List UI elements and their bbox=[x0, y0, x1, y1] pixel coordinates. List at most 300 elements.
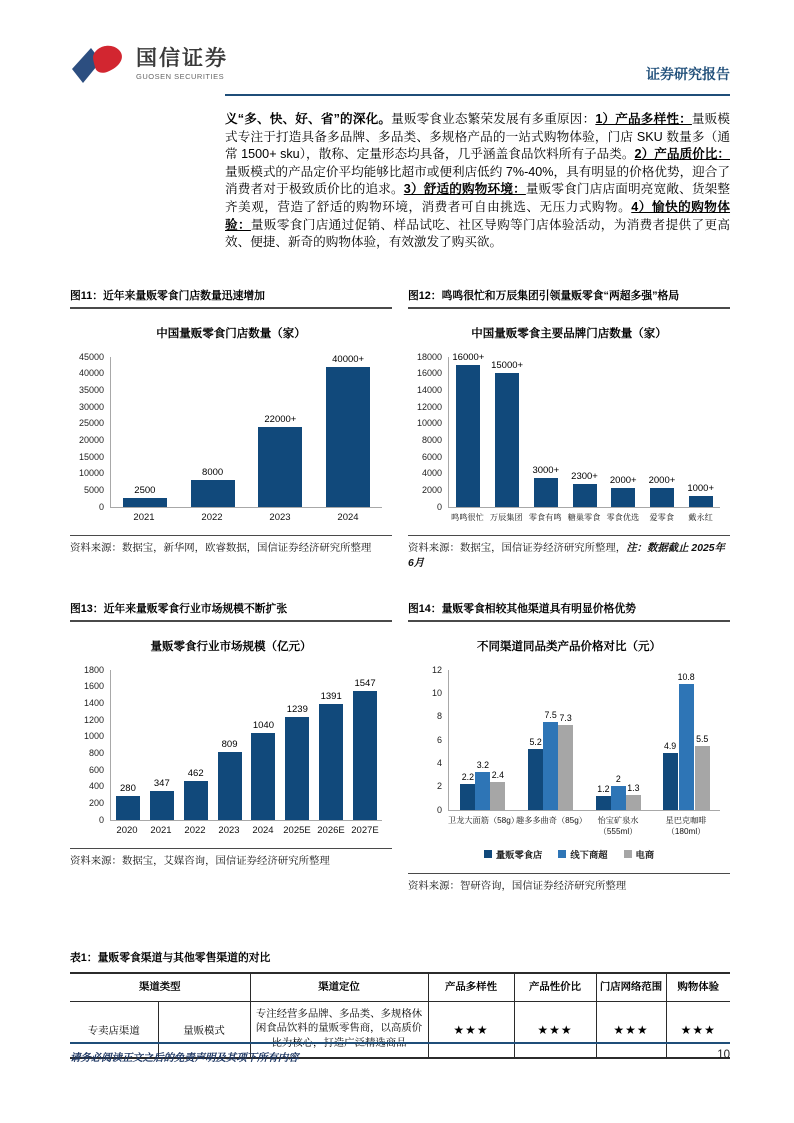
y-tick-label: 10000 bbox=[78, 468, 104, 479]
category-slot bbox=[179, 467, 247, 507]
body-paragraph bbox=[225, 111, 730, 252]
bar-value-label: 16000+ bbox=[452, 352, 485, 364]
y-tick-label: 600 bbox=[88, 764, 104, 775]
bar-value-label: 462 bbox=[187, 768, 204, 780]
bar-column bbox=[319, 691, 343, 820]
bar-group bbox=[452, 352, 484, 507]
category-label: 2026E bbox=[317, 824, 345, 836]
bar-value-label: 7.3 bbox=[559, 712, 572, 723]
channel-position-cell: 专注经营多品牌、多品类、多规格休闲食品饮料的量贩零售商，以高质价比为核心，打造广泛精选商品 bbox=[250, 1001, 428, 1058]
bar bbox=[475, 772, 490, 809]
category-label: 星巴克咖啡（180ml） bbox=[665, 815, 707, 836]
bar-value-label: 3000+ bbox=[532, 464, 560, 476]
bar-value-label: 4.9 bbox=[663, 740, 677, 751]
category-label: 爱零食 bbox=[649, 512, 675, 522]
bar bbox=[456, 365, 480, 507]
bar bbox=[123, 498, 167, 506]
category-label: 鸣鸣很忙 bbox=[451, 512, 484, 522]
bar bbox=[326, 367, 370, 507]
bar bbox=[528, 749, 543, 810]
figure-13 bbox=[70, 601, 392, 869]
bar-group bbox=[596, 774, 641, 809]
plot-area bbox=[110, 670, 382, 821]
bar-value-label: 5.2 bbox=[529, 737, 542, 748]
bar-column bbox=[663, 741, 678, 810]
y-tick-label: 200 bbox=[88, 798, 104, 809]
bars bbox=[111, 678, 382, 820]
bar-value-label: 10.8 bbox=[677, 671, 695, 682]
category-labels bbox=[448, 508, 720, 523]
paragraph-segment: 量贩模式的产品定价平均能够比超市或便利店低约 7%-40%，具有明显的价格优势，迎合了消费者对于极致质价比的追求。 bbox=[225, 164, 730, 197]
plot-area bbox=[448, 670, 720, 811]
bar-group bbox=[123, 485, 167, 506]
y-axis bbox=[410, 664, 448, 815]
bar bbox=[558, 725, 573, 810]
bar bbox=[534, 478, 558, 507]
bar-column bbox=[695, 734, 710, 810]
figure-caption: 图12：鸣鸣很忙和万辰集团引领量贩零食“两超多强”格局 bbox=[408, 288, 730, 309]
y-tick-label: 800 bbox=[88, 748, 104, 759]
bar-chart-brand-stores bbox=[408, 325, 730, 523]
bar-column bbox=[528, 737, 543, 810]
bar-group bbox=[353, 678, 377, 820]
table-header-row bbox=[70, 973, 730, 1002]
bar-value-label: 1547 bbox=[354, 677, 376, 689]
category-slot bbox=[681, 483, 720, 507]
paragraph-segment: 量贩模式专注于打造具备多品牌、多品类、多规格产品的一站式购物体验，门店 SKU 数量多（通常 1500+ sku），散称、定量形态均具备，几乎涵盖食品饮料所有子品类。 bbox=[225, 112, 730, 162]
grouped-bar-chart-price-compare bbox=[408, 638, 730, 861]
bar-column bbox=[285, 704, 309, 820]
bar-column bbox=[543, 710, 558, 810]
bar bbox=[695, 746, 710, 810]
category-label: 2027E bbox=[351, 824, 379, 836]
x-axis-spacer bbox=[410, 811, 448, 837]
y-tick-label: 6 bbox=[436, 734, 442, 745]
source-text: 资料来源：数据宝，国信证券经济研究所整理， bbox=[408, 542, 627, 554]
paragraph-segment: 量贩零食业态繁荣发展有多重原因： bbox=[391, 112, 596, 126]
figure-caption: 图13：近年来量贩零食行业市场规模不断扩张 bbox=[70, 601, 392, 622]
bar-column bbox=[558, 713, 573, 810]
category-slot bbox=[488, 360, 527, 506]
figure-source bbox=[70, 848, 392, 869]
page-footer bbox=[70, 1042, 730, 1064]
y-tick-label: 400 bbox=[88, 781, 104, 792]
source-text: 资料来源：数据宝，新华网，欧睿数据，国信证券经济研究所整理 bbox=[70, 542, 372, 554]
chart-plot bbox=[70, 351, 392, 512]
bar-value-label: 7.5 bbox=[544, 710, 557, 721]
bar-value-label: 1239 bbox=[286, 703, 308, 715]
category-label: 趣多多曲奇（85g） bbox=[516, 815, 587, 825]
column-header: 产品性价比 bbox=[514, 973, 596, 1002]
paragraph-segment: 3）舒适的购物环境： bbox=[403, 182, 526, 197]
bar-column bbox=[184, 768, 208, 820]
y-axis bbox=[72, 351, 110, 512]
category-label: 2021 bbox=[150, 824, 172, 836]
x-axis bbox=[408, 508, 730, 523]
rating-cell: ★★★ bbox=[428, 1001, 514, 1058]
bar-group bbox=[649, 475, 676, 507]
bar-group bbox=[251, 720, 275, 820]
y-tick-label: 35000 bbox=[78, 385, 104, 396]
category-label: 2024 bbox=[337, 511, 359, 523]
bar-group bbox=[571, 471, 598, 507]
legend-label: 电商 bbox=[635, 849, 655, 860]
bar-column bbox=[191, 467, 235, 507]
bar-column bbox=[649, 475, 676, 507]
paragraph-segment: 量贩零食门店通过促销、样品试吃、社区导购等门店体验活动，为消费者提供了更高效、便捷、新奇的购物体验，有效激发了购买欲。 bbox=[225, 217, 731, 250]
bar-value-label: 809 bbox=[221, 739, 238, 751]
bar-group bbox=[184, 768, 208, 820]
column-header: 门店网络范围 bbox=[596, 973, 666, 1002]
y-tick-label: 10000 bbox=[416, 418, 442, 429]
bars bbox=[449, 672, 720, 810]
x-axis bbox=[70, 821, 392, 836]
paragraph-segment: 量贩零食门店店面明亮宽敞、货架整齐美观，营造了舒适的购物环境，消费者可自由挑选、无压力式购物。 bbox=[225, 182, 731, 214]
category-label: 零食有鸣 bbox=[528, 512, 562, 522]
chart-legend bbox=[408, 847, 730, 861]
brand-text bbox=[136, 48, 228, 81]
y-tick-label: 20000 bbox=[78, 435, 104, 446]
bar bbox=[218, 752, 242, 819]
guosen-logo-icon bbox=[70, 42, 128, 86]
bar-value-label: 2500 bbox=[134, 485, 156, 497]
y-tick-label: 1000 bbox=[83, 731, 104, 742]
category-label: 2025E bbox=[283, 824, 311, 836]
bar-group bbox=[663, 672, 710, 810]
bars bbox=[111, 354, 382, 507]
y-tick-label: 1600 bbox=[83, 681, 104, 692]
category-labels bbox=[448, 811, 720, 837]
page-content bbox=[0, 42, 794, 1059]
bar-value-label: 15000+ bbox=[491, 360, 524, 372]
y-tick-label: 0 bbox=[98, 814, 104, 825]
channel-type-cell: 专卖店渠道 bbox=[87, 1026, 140, 1037]
bar bbox=[251, 733, 275, 820]
category-slot bbox=[348, 678, 382, 820]
chart-title: 不同渠道同品类产品价格对比（元） bbox=[477, 640, 661, 653]
category-slot bbox=[213, 739, 247, 819]
paragraph-segment: 4）愉快的购物体验： bbox=[225, 199, 731, 232]
figure-row-1 bbox=[70, 288, 730, 571]
y-tick-label: 0 bbox=[436, 804, 442, 815]
bar-value-label: 2.4 bbox=[491, 769, 504, 780]
bar-group bbox=[191, 467, 235, 507]
bar bbox=[611, 488, 635, 507]
bar-column bbox=[353, 678, 377, 820]
bar bbox=[679, 684, 694, 810]
source-text: 资料来源：数据宝，艾媒咨询，国信证券经济研究所整理 bbox=[70, 855, 330, 867]
x-axis bbox=[408, 811, 730, 837]
chart-plot bbox=[408, 664, 730, 815]
brand-name-en: GUOSEN SECURITIES bbox=[136, 71, 225, 81]
x-axis-spacer bbox=[72, 508, 110, 523]
figure-caption: 图11：近年来量贩零食门店数量迅速增加 bbox=[70, 288, 392, 309]
bar-column bbox=[490, 770, 505, 810]
bar-value-label: 1000+ bbox=[687, 482, 715, 494]
source-text: 资料来源：智研咨询，国信证券经济研究所整理 bbox=[408, 880, 627, 892]
bar-group bbox=[532, 465, 559, 507]
bar-value-label: 2 bbox=[615, 774, 621, 785]
y-tick-label: 12 bbox=[431, 664, 442, 675]
column-header: 购物体验 bbox=[666, 973, 730, 1002]
legend-item bbox=[624, 847, 655, 861]
rating-cell: ★★★ bbox=[596, 1001, 666, 1058]
bar-column bbox=[491, 360, 523, 506]
category-label: 万辰集团 bbox=[489, 512, 523, 522]
y-axis bbox=[72, 664, 110, 825]
chart-plot bbox=[408, 351, 730, 512]
bar-column bbox=[596, 784, 611, 810]
legend-item bbox=[484, 847, 543, 861]
bar-group bbox=[285, 704, 309, 820]
bar-column bbox=[571, 471, 598, 507]
y-tick-label: 45000 bbox=[78, 351, 104, 362]
report-type-label: 证券研究报告 bbox=[646, 66, 730, 82]
category-slot bbox=[517, 710, 585, 810]
bar bbox=[573, 484, 597, 507]
page-number: 10 bbox=[717, 1049, 730, 1061]
bar-value-label: 5.5 bbox=[696, 733, 709, 744]
footer-disclaimer: 请务必阅读正文之后的免责声明及其项下所有内容 bbox=[70, 1053, 299, 1064]
bar-value-label: 1.3 bbox=[627, 782, 640, 793]
bar-column bbox=[687, 483, 714, 507]
legend-swatch bbox=[558, 850, 566, 858]
bar-column bbox=[532, 465, 559, 507]
bar bbox=[184, 781, 208, 820]
figure-12 bbox=[408, 288, 730, 571]
bar bbox=[626, 795, 641, 810]
bar-value-label: 8000 bbox=[202, 467, 224, 479]
category-slot bbox=[604, 475, 643, 507]
column-header: 产品多样性 bbox=[428, 973, 514, 1002]
bar-column bbox=[251, 720, 275, 820]
figure-source bbox=[70, 535, 392, 556]
y-tick-label: 2000 bbox=[421, 485, 442, 496]
legend-label: 线下商超 bbox=[570, 849, 608, 860]
bar bbox=[663, 753, 678, 810]
category-label: 怡宝矿泉水（555ml） bbox=[597, 815, 639, 836]
bar-value-label: 1.2 bbox=[597, 783, 610, 794]
x-axis-spacer bbox=[72, 821, 110, 836]
bar-value-label: 280 bbox=[120, 783, 136, 795]
y-tick-label: 15000 bbox=[78, 451, 104, 462]
page-header bbox=[70, 42, 730, 96]
bar-value-label: 22000+ bbox=[264, 413, 297, 425]
bar-value-label: 2000+ bbox=[648, 474, 676, 486]
figure-source bbox=[408, 873, 730, 894]
y-tick-label: 18000 bbox=[416, 351, 442, 362]
y-tick-label: 1400 bbox=[83, 698, 104, 709]
y-tick-label: 30000 bbox=[78, 401, 104, 412]
bar-column bbox=[475, 760, 490, 809]
category-slot bbox=[643, 475, 682, 507]
bar-chart-store-count bbox=[70, 325, 392, 523]
category-slot bbox=[652, 672, 720, 810]
category-slot bbox=[247, 720, 281, 820]
bar bbox=[495, 373, 519, 506]
bar-column bbox=[610, 475, 637, 507]
bar-column bbox=[150, 778, 174, 820]
category-label: 糖巢零食 bbox=[567, 512, 601, 522]
y-tick-label: 40000 bbox=[78, 368, 104, 379]
category-slot bbox=[111, 783, 145, 819]
chart-title: 量贩零食行业市场规模（亿元） bbox=[150, 640, 312, 653]
paragraph-segment: 1）产品多样性： bbox=[595, 112, 692, 126]
bar-group bbox=[326, 354, 370, 507]
bar-column bbox=[452, 352, 484, 507]
y-tick-label: 4 bbox=[436, 758, 442, 769]
legend-swatch bbox=[624, 850, 632, 858]
bar bbox=[191, 480, 235, 507]
bar bbox=[543, 722, 558, 810]
y-tick-label: 0 bbox=[436, 501, 442, 512]
x-axis-spacer bbox=[410, 508, 448, 523]
bar-group bbox=[491, 360, 523, 506]
rating-cell: ★★★ bbox=[666, 1001, 730, 1058]
bar-group bbox=[319, 691, 343, 820]
bar-column bbox=[678, 672, 695, 810]
bar-column bbox=[326, 354, 370, 507]
bar-value-label: 2300+ bbox=[571, 471, 598, 483]
category-slot bbox=[314, 354, 382, 507]
source-note: 注：数据截止 2025年6月 bbox=[408, 542, 725, 569]
bar-chart-market-size bbox=[70, 638, 392, 836]
category-slot bbox=[314, 691, 348, 820]
legend-swatch bbox=[484, 850, 492, 858]
category-slot bbox=[449, 352, 488, 507]
y-tick-label: 8 bbox=[436, 711, 442, 722]
category-label: 2023 bbox=[218, 824, 240, 836]
y-tick-label: 6000 bbox=[421, 451, 442, 462]
paragraph-segment: 2）产品质价比： bbox=[634, 147, 730, 162]
category-slot bbox=[585, 774, 653, 809]
table-title: 表1：量贩零食渠道与其他零售渠道的对比 bbox=[70, 951, 271, 964]
bar bbox=[611, 786, 626, 809]
chart-title: 中国量贩零食门店数量（家） bbox=[156, 327, 306, 340]
bar bbox=[596, 796, 611, 810]
bar-value-label: 40000+ bbox=[332, 353, 365, 365]
bar bbox=[150, 791, 174, 820]
category-label: 2023 bbox=[269, 511, 291, 523]
bar-column bbox=[116, 783, 140, 819]
bar-group bbox=[460, 760, 505, 809]
bar-value-label: 1391 bbox=[320, 690, 342, 702]
bar-group bbox=[528, 710, 573, 810]
figure-source bbox=[408, 535, 730, 571]
y-axis bbox=[410, 351, 448, 512]
bar-value-label: 2.2 bbox=[461, 772, 474, 783]
bar bbox=[319, 704, 343, 820]
bar-column bbox=[626, 783, 641, 810]
category-slot bbox=[247, 414, 315, 507]
category-slot bbox=[179, 768, 213, 820]
chart-plot bbox=[70, 664, 392, 825]
bar bbox=[650, 488, 674, 507]
category-slot bbox=[145, 778, 179, 820]
bar-group bbox=[150, 778, 174, 820]
channel-mode-cell: 量贩模式 bbox=[158, 1001, 250, 1058]
y-tick-label: 1200 bbox=[83, 714, 104, 725]
y-tick-label: 16000 bbox=[416, 368, 442, 379]
y-tick-label: 5000 bbox=[83, 485, 104, 496]
legend-item bbox=[558, 847, 607, 861]
bar-group bbox=[218, 739, 242, 819]
figure-11 bbox=[70, 288, 392, 556]
bar-value-label: 3.2 bbox=[476, 760, 489, 771]
category-slot bbox=[280, 704, 314, 820]
chart-title: 中国量贩零食主要品牌门店数量（家） bbox=[471, 327, 667, 340]
figure-14 bbox=[408, 601, 730, 894]
column-header: 渠道类型 bbox=[70, 973, 250, 1002]
figure-row-2 bbox=[70, 601, 730, 894]
bar-column bbox=[218, 739, 242, 819]
bar-value-label: 1040 bbox=[252, 720, 274, 732]
bar bbox=[116, 796, 140, 819]
category-label: 2024 bbox=[252, 824, 274, 836]
bar-column bbox=[258, 414, 302, 507]
y-tick-label: 12000 bbox=[416, 401, 442, 412]
y-tick-label: 25000 bbox=[78, 418, 104, 429]
bar bbox=[258, 427, 302, 507]
plot-area bbox=[448, 352, 720, 508]
bar-group bbox=[610, 475, 637, 507]
y-tick-label: 4000 bbox=[421, 468, 442, 479]
legend-label: 量贩零食店 bbox=[495, 849, 543, 860]
brand-name-cn: 国信证券 bbox=[136, 46, 228, 70]
bar-group bbox=[258, 414, 302, 507]
bar bbox=[490, 782, 505, 810]
column-header: 渠道定位 bbox=[250, 973, 428, 1002]
bar-value-label: 2000+ bbox=[609, 474, 637, 486]
category-label: 零食优选 bbox=[606, 512, 640, 522]
plot-area bbox=[110, 353, 382, 508]
category-labels bbox=[110, 821, 382, 836]
category-label: 2022 bbox=[184, 824, 206, 836]
bar bbox=[285, 717, 309, 820]
y-tick-label: 1800 bbox=[83, 664, 104, 675]
y-tick-label: 2 bbox=[436, 781, 442, 792]
category-label: 2021 bbox=[133, 511, 155, 523]
bar-column bbox=[460, 772, 475, 810]
bar bbox=[689, 496, 713, 507]
y-tick-label: 0 bbox=[98, 501, 104, 512]
bar bbox=[460, 784, 475, 810]
y-tick-label: 8000 bbox=[421, 435, 442, 446]
bar-group bbox=[116, 783, 140, 819]
header-rule bbox=[225, 94, 730, 96]
category-label: 卫龙大面筋（58g） bbox=[448, 815, 519, 825]
bar-value-label: 347 bbox=[153, 777, 170, 789]
category-slot bbox=[449, 760, 517, 809]
category-labels bbox=[110, 508, 382, 523]
bar-column bbox=[123, 485, 167, 506]
category-label: 2020 bbox=[116, 824, 138, 836]
figure-caption: 图14：量贩零食相较其他渠道具有明显价格优势 bbox=[408, 601, 730, 622]
bar-column bbox=[611, 774, 626, 809]
category-label: 戴永红 bbox=[688, 512, 713, 522]
bar-group bbox=[687, 483, 714, 507]
y-tick-label: 10 bbox=[431, 688, 442, 699]
bar bbox=[353, 691, 377, 820]
y-tick-label: 14000 bbox=[416, 385, 442, 396]
category-slot bbox=[565, 471, 604, 507]
bars bbox=[449, 352, 720, 507]
category-label: 2022 bbox=[201, 511, 223, 523]
paragraph-segment: 义“多、快、好、省”的深化。 bbox=[225, 112, 392, 126]
category-slot bbox=[111, 485, 179, 506]
category-slot bbox=[526, 465, 565, 507]
rating-cell: ★★★ bbox=[514, 1001, 596, 1058]
